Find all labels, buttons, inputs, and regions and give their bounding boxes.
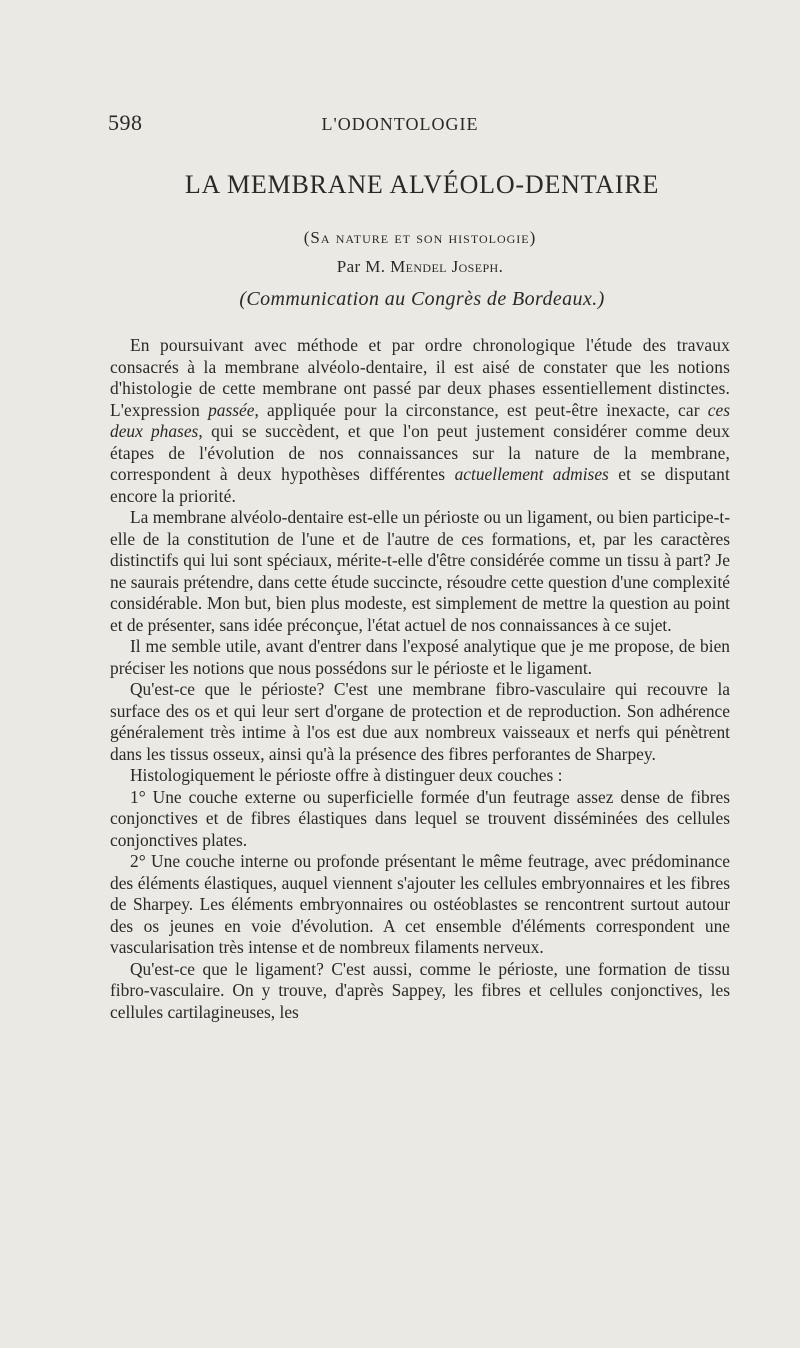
journal-name: L'ODONTOLOGIE [321, 114, 479, 134]
paragraph-7: 2° Une couche interne ou profonde présentant le même feutrage, avec prédominance des éléments élastiques, auquel viennent s'ajouter les cellules embryonnaires et les fibres de Sharpey. Les éléments embryonnaires ou ostéoblastes se rencontrent surtout autour des os jeunes en voie d'évolution. A cet ensemble d'éléments correspondent une vascularisation très intense et de nombreux filaments nerveux. [110, 851, 730, 957]
paragraph-3: Il me semble utile, avant d'entrer dans l'exposé analytique que je me propose, de bien préciser les notions que nous possédons sur le périoste et le ligament. [110, 636, 730, 678]
communication-note: (Communication au Congrès de Bordeaux.) [239, 288, 605, 310]
article-author [0, 257, 800, 277]
author-name: Mendel Joseph. [390, 257, 504, 276]
paragraph-4: Qu'est-ce que le périoste? C'est une membrane fibro-vasculaire qui recouvre la surface des os et qui leur sert d'organe de protection et de reproduction. Son adhérence généralement très intime à l'os est due aux nombreux vaisseaux et nerfs qui pénètrent dans les tissus osseux, ainsi qu'à la présence des fibres perforantes de Sharpey. [110, 679, 730, 764]
paragraph-1: En poursuivant avec méthode et par ordre chronologique l'étude des travaux consacrés à la membrane alvéolo-dentaire, il est aisé de constater que les notions d'histologie de cette membrane ont passé par deux phases essentiellement distinctes. L'expression passée, appliquée pour la circonstance, est peut-être inexacte, car ces deux phases, qui se succèdent, et que l'on peut justement considérer comme deux étapes de l'évolution de nos connaissances sur la nature de la membrane, correspondent à deux hypothèses différentes actuellement admises et se disputant encore la priorité. [110, 335, 730, 506]
paragraph-5: Histologiquement le périoste offre à distinguer deux couches : [130, 765, 563, 785]
body-text [110, 335, 730, 1023]
article-title: LA MEMBRANE ALVÉOLO-DENTAIRE [184, 170, 660, 199]
running-head [0, 110, 800, 140]
paragraph-8: Qu'est-ce que le ligament? C'est aussi, comme le périoste, une formation de tissu fibro-vasculaire. On y trouve, d'après Sappey, les fibres et cellules conjonctives, les cellules cartilagineuses, les [110, 958, 730, 1022]
author-prefix: Par M. [336, 257, 386, 276]
paragraph-6: 1° Une couche externe ou superficielle formée d'un feutrage assez dense de fibres conjonctives et de fibres élastiques dans lequel se trouvent disséminées des cellules conjonctives plates. [110, 786, 730, 850]
article-subtitle: (Sa nature et son histologie) [303, 228, 537, 247]
paragraph-2: La membrane alvéolo-dentaire est-elle un périoste ou un ligament, ou bien participe-t-elle de la constitution de l'une et de l'autre de ces formations, et, par les caractères distinctifs qui lui sont spéciaux, mérite-t-elle d'être considérée comme un tissu à part? Je ne saurais prétendre, dans cette étude succincte, résoudre cette question d'une complexité considérable. Mon but, bien plus modeste, est simplement de mettre la question au point et de présenter, sans idée préconçue, l'état actuel de nos connaissances à ce sujet. [110, 507, 730, 635]
page-number: 598 [108, 110, 143, 135]
